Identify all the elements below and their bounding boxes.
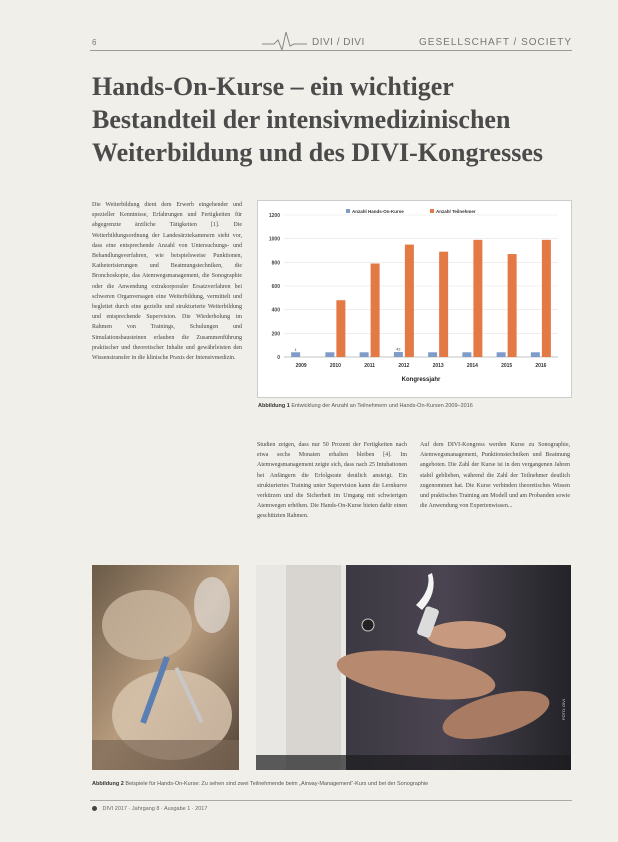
airway-training-image: [92, 565, 239, 770]
body-text-column-3: Auf dem DIVI-Kongress werden Kurse zu Sonographie, Atemwegsmanagement, Punktionstechniken und Beatmung angeboten. Die Zahl der Kurse ist in den vergangenen Jahren stabil geblieben, während die Zahl der Teilnehmer deutlich zugenommen hat. Die Kurse verbinden theoretisches Wissen und praktisches Training am Modell und am Probanden sowie die Anwendung von Expertenwissen...: [420, 442, 570, 510]
y-tick-label: 800: [271, 260, 280, 267]
figure-2-text: Beispiele für Hands-On-Kurse: Zu sehen sind zwei Teilnehmende beim „Airway-Management“-Kurs und bei der Sonographie: [125, 781, 429, 787]
y-tick-label: 1200: [268, 213, 280, 219]
bar-teilnehmer: [336, 300, 345, 357]
bar-kurse: [428, 352, 437, 357]
y-tick-label: 0: [277, 355, 280, 361]
page-footer: [92, 806, 207, 812]
photo-airway-training: [92, 565, 239, 770]
bar-teilnehmer: [371, 264, 380, 357]
bar-teilnehmer: [473, 240, 482, 357]
legend-swatch: [346, 209, 350, 213]
y-tick-label: 200: [271, 331, 280, 338]
bar-chart: [258, 201, 571, 397]
bar-kurse: [531, 352, 540, 357]
footer-text: DIVI 2017 · Jahrgang 8 · Ausgabe 1 · 2017: [102, 806, 208, 812]
bar-kurse-label: 42: [396, 347, 401, 352]
figure-2-label: Abbildung 2: [92, 781, 124, 787]
header-divider: [90, 50, 572, 51]
x-axis-title: Kongressjahr: [401, 377, 441, 383]
category-label: GESELLSCHAFT / SOCIETY: [419, 37, 572, 48]
y-tick-label: 600: [271, 284, 280, 290]
bar-kurse: [325, 352, 334, 357]
article-title: Hands-On-Kurse – ein wichtiger Bestandteil der intensivmedizinischen Weiterbildung und des DIVI-Kongresses: [92, 72, 543, 167]
bar-teilnehmer: [542, 240, 551, 357]
x-tick-label: 2012: [398, 363, 410, 369]
bar-kurse: [394, 352, 403, 357]
x-tick-label: 2009: [295, 363, 307, 369]
x-tick-label: 2015: [501, 363, 513, 369]
heartbeat-icon: [262, 30, 307, 52]
bar-teilnehmer: [439, 252, 448, 357]
legend-label: Anzahl Teilnehmer: [436, 209, 476, 214]
bar-kurse: [360, 352, 369, 357]
x-tick-label: 2016: [535, 363, 547, 369]
x-tick-label: 2011: [364, 363, 376, 369]
footer-divider: [90, 800, 572, 801]
figure-1-label: Abbildung 1: [258, 403, 290, 409]
bar-teilnehmer: [405, 245, 414, 357]
bullet-icon: [92, 806, 97, 811]
body-text-column-1: Die Weiterbildung dient dem Erwerb eingehender und spezieller Kenntnisse, Erfahrungen und Fertigkeiten für abgegrenzte ärztliche Tätigkeiten [1]. Die Weiterbildungsordnung der Landesärztekammern sieht vor, dass eine entsprechende Anzahl von Untersuchungs- und Behandlungsverfahren, wie beispielsweise Punktionen, Katheterisierungen und Beatmungstechniken, die Bronchoskopie, das Atemwegsmanagement, die Sonographie oder die Anwendung extrakorporaler Ersatzverfahren bei schweren Organversagen eine Weiterbildung, vermittelt und begleitet durch eine gezielte und strukturierte Weiterbildung und entsprechende Supervision. Die Wiederholung im Rahmen von Trainings, Schulungen und Simulationsbausteinen erlauben die Zusammenführung praktischer und theoretischer Inhalte und gewährleisten den Wissenstransfer in die klinische Praxis der Intensivmedizin.: [92, 202, 242, 362]
ultrasound-training-image: [256, 565, 571, 770]
figure-2-caption: [92, 781, 572, 787]
section-label: DIVI / DIVI: [312, 37, 365, 48]
y-tick-label: 1000: [268, 236, 280, 243]
bar-kurse: [497, 352, 506, 357]
y-tick-label: 400: [271, 307, 280, 314]
figure-1-text: Entwicklung der Anzahl an Teilnehmern und Hands-On-Kursen 2009–2016: [291, 403, 473, 409]
legend-label: Anzahl Hands-On-Kurse: [352, 209, 404, 214]
bar-teilnehmer: [508, 254, 517, 357]
page-number: 6: [92, 38, 97, 47]
bar-kurse: [291, 352, 300, 357]
photo-ultrasound-training: [256, 565, 571, 770]
x-tick-label: 2014: [466, 363, 478, 369]
chart-container: [257, 200, 572, 398]
x-tick-label: 2013: [432, 363, 444, 369]
bar-kurse: [462, 352, 471, 357]
bar-kurse-label: 1: [294, 347, 297, 352]
legend-swatch: [430, 209, 434, 213]
body-text-column-2: Studien zeigen, dass nur 50 Prozent der Fertigkeiten nach etwa sechs Monaten erhalten bleiben [4]. Im Atemwegsmanagement zeigte sich, dass nach 25 Intubationen bei Anfängern die Erfolgsrate deutlich ansteigt. Ein strukturiertes Training unter Supervision kann die Lernkurve verkürzen und die Sicherheit im Umgang mit schwierigen Atemwegen erhöhen. Die Hands-On-Kurse bieten dafür einen geschützten Rahmen.: [257, 442, 407, 520]
x-tick-label: 2010: [329, 363, 341, 369]
figure-1-caption: [258, 403, 570, 409]
photo-credit: FOTO: DIVI: [561, 698, 566, 720]
